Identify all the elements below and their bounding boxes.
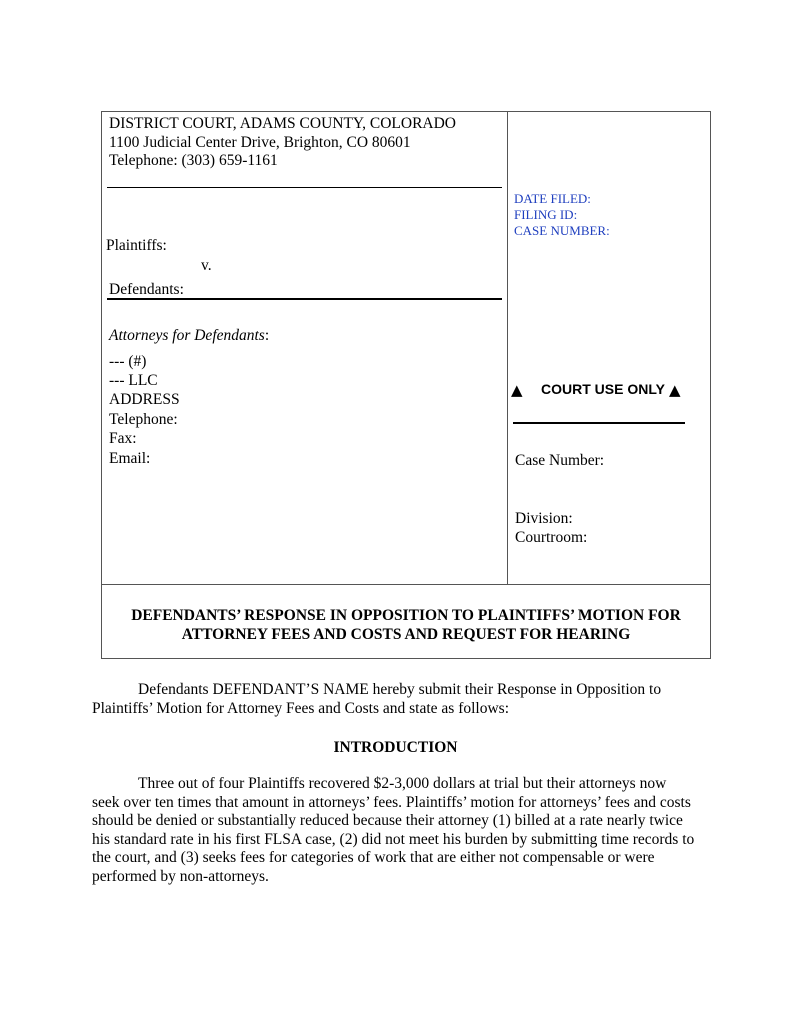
court-name: DISTRICT COURT, ADAMS COUNTY, COLORADO [109, 115, 456, 132]
intro-text-line: his standard rate in his first FLSA case, (2) did not meet his burden by submitting time records to [92, 830, 695, 848]
attorney-line-1: --- (#) [109, 353, 147, 370]
intro-text-line: seek over ten times that amount in attorneys’ fees. Plaintiffs’ motion for attorneys’ fees and costs [92, 793, 691, 811]
court-telephone: Telephone: (303) 659-1161 [109, 152, 278, 169]
document-title-line-1: DEFENDANTS’ RESPONSE IN OPPOSITION TO PLAINTIFFS’ MOTION FOR [131, 607, 681, 624]
plaintiffs-label: Plaintiffs: [106, 237, 167, 254]
attorneys-heading-colon: : [264, 327, 270, 344]
introduction-paragraph [92, 775, 702, 886]
section-heading-introduction: INTRODUCTION [333, 739, 458, 756]
division-label: Division: [515, 510, 573, 527]
triangle-up-icon-right: ▲ [669, 381, 681, 399]
document-title-line-2: ATTORNEY FEES AND COSTS AND REQUEST FOR HEARING [181, 626, 631, 643]
intro-text-line: performed by non-attorneys. [92, 867, 269, 885]
triangle-up-icon-left: ▲ [511, 381, 523, 399]
attorneys-heading [109, 326, 269, 345]
filing-id-label: FILING ID: [514, 207, 578, 222]
court-use-rule [513, 422, 685, 424]
defendants-label: Defendants: [109, 281, 184, 298]
intro-paragraph [92, 681, 702, 718]
intro-text-line: should be denied or substantially reduced because their attorney (1) billed at a rate nearly twice [92, 812, 683, 829]
intro-text-line: the court, and (3) seeks fees for categories of work that are either not compensable or were [92, 849, 655, 866]
intro-paragraph-line-1: Defendants DEFENDANT’S NAME hereby submit their Response in Opposition to [138, 681, 662, 698]
court-use-only-label: COURT USE ONLY [541, 381, 665, 397]
caption-column-divider [507, 111, 508, 585]
attorney-address: ADDRESS [109, 391, 180, 408]
date-filed-label: DATE FILED: [514, 191, 591, 206]
case-number-label: Case Number: [515, 452, 605, 469]
case-number-filed-label: CASE NUMBER: [514, 223, 610, 238]
court-address: 1100 Judicial Center Drive, Brighton, CO 80601 [109, 134, 411, 151]
attorney-email: Email: [109, 450, 151, 467]
attorneys-heading-text: Attorneys for Defendants [109, 327, 265, 344]
court-info-rule [107, 187, 502, 188]
intro-paragraph-line-2: Plaintiffs’ Motion for Attorney Fees and Costs and state as follows: [92, 699, 510, 717]
attorney-telephone: Telephone: [109, 411, 178, 428]
parties-rule [107, 298, 502, 300]
versus-label: v. [201, 257, 212, 274]
intro-text-line: Three out of four Plaintiffs recovered $2-3,000 dollars at trial but their attorneys now [138, 775, 667, 792]
attorney-line-2: --- LLC [109, 372, 158, 389]
courtroom-label: Courtroom: [515, 529, 588, 546]
attorney-fax: Fax: [109, 430, 137, 447]
caption-title-divider [101, 584, 711, 585]
